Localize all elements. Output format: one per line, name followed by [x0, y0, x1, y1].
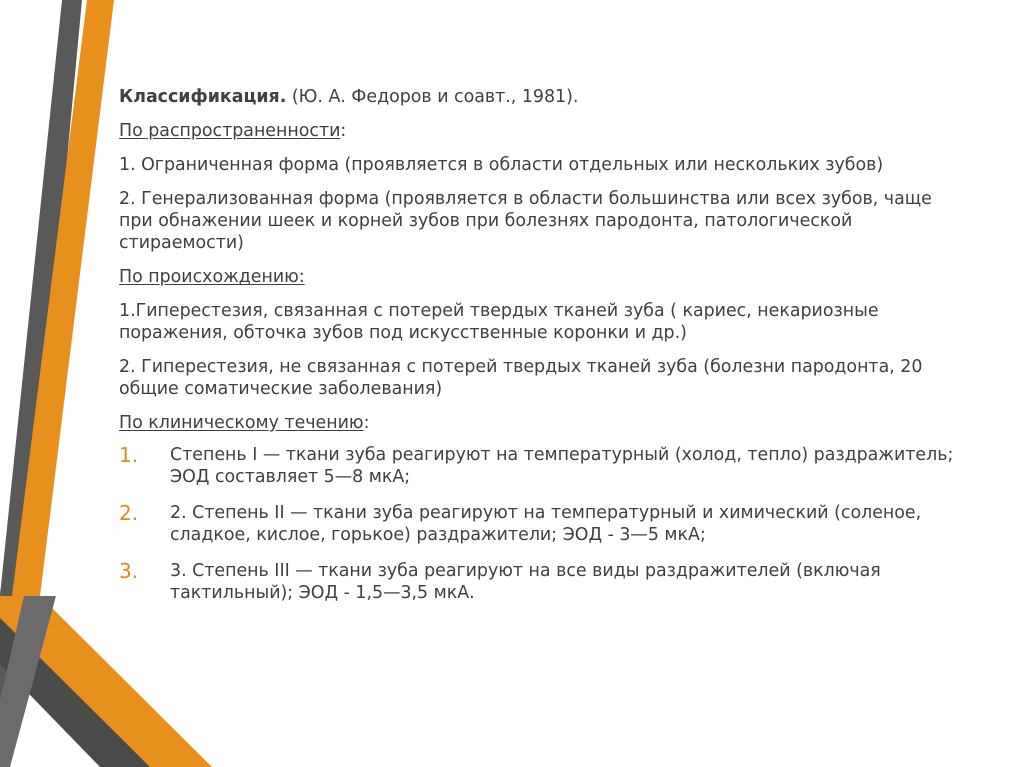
list-marker: 1. [119, 443, 139, 467]
heading [119, 86, 959, 108]
clinical-list-item [119, 560, 959, 604]
section-title-clinical: По клиническому течению: [119, 413, 370, 433]
list-item-text: 3. Степень III — ткани зуба реагируют на все виды раздражителей (включая тактильный); ЭОД - 1,5—3,5 мкА. [170, 561, 881, 603]
clinical-list-item [119, 444, 959, 488]
origin-item: 1.Гиперестезия, связанная с потерей твердых тканей зуба ( кариес, некариозные поражения, обточка зубов под искусственные коронки и др.) [119, 301, 879, 343]
section-title-spread: По распространенности: [119, 121, 347, 141]
list-item-text: 2. Степень II — ткани зуба реагируют на температурный и химический (соленое, сладкое, кислое, горькое) раздражители; ЭОД - 3—5 мкА; [170, 503, 922, 545]
spread-item: 2. Генерализованная форма (проявляется в области большинства или всех зубов, чаще при обнажении шеек и корней зубов при болезнях пародонта, патологической стираемости) [119, 189, 932, 253]
heading-bold: Классификация. [119, 87, 287, 107]
clinical-list-item [119, 502, 959, 546]
list-item-text: Степень I — ткани зуба реагируют на температурный (холод, тепло) раздражитель; ЭОД составляет 5—8 мкА; [170, 445, 954, 487]
list-marker: 3. [119, 559, 139, 583]
heading-citation: (Ю. А. Федоров и соавт., 1981). [286, 87, 579, 107]
slide-content [119, 86, 959, 618]
origin-item: 2. Гиперестезия, не связанная с потерей твердых тканей зуба (болезни пародонта, 20 общие соматические заболевания) [119, 357, 923, 399]
list-marker: 2. [119, 501, 139, 525]
spread-item: 1. Ограниченная форма (проявляется в области отдельных или нескольких зубов) [119, 155, 884, 175]
section-title-origin: По происхождению: [119, 267, 305, 287]
